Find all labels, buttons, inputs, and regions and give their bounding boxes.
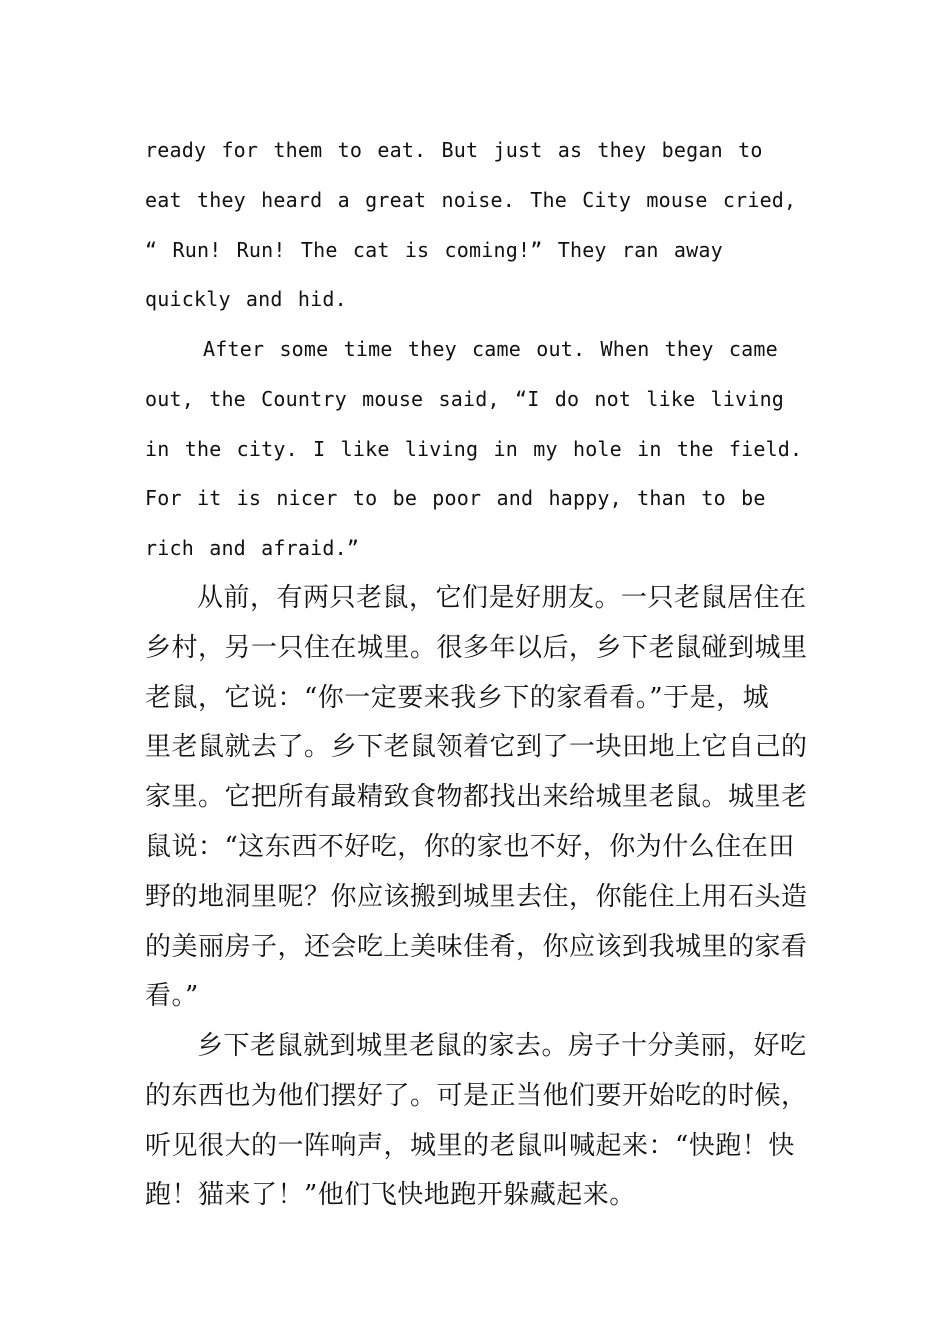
text-line: 从前，有两只老鼠，它们是好朋友。一只老鼠居住在 <box>197 583 807 613</box>
text-line: 乡村，另一只住在城里。很多年以后，乡下老鼠碰到城里 <box>145 632 808 663</box>
english-paragraph-2 <box>145 325 805 574</box>
chinese-paragraph-2 <box>145 1022 808 1221</box>
chinese-paragraph-1 <box>145 574 808 1022</box>
text-line: 乡下老鼠就到城里老鼠的家去。房子十分美丽，好吃 <box>197 1031 807 1061</box>
text-line: 听见很大的一阵响声，城里的老鼠叫喊起来：“快跑！快 <box>145 1130 795 1161</box>
text-line: 看。” <box>145 981 199 1012</box>
text-line: After some time they came out. When they came <box>203 337 778 361</box>
text-line: quickly and hid. <box>145 287 347 312</box>
text-line: out, the Country mouse said, “I do not like living <box>145 386 785 411</box>
text-line: 的东西也为他们摆好了。可是正当他们要开始吃的时候， <box>145 1080 808 1111</box>
text-line: in the city. I like living in my hole in the field. <box>145 436 803 461</box>
text-line: ready for them to eat. But just as they began to <box>145 138 763 162</box>
text-line: 野的地洞里呢？你应该搬到城里去住，你能住上用石头造 <box>145 881 808 912</box>
text-line: 家里。它把所有最精致食物都找出来给城里老鼠。城里老 <box>145 782 808 813</box>
text-line: “ Run! Run! The cat is coming!” They ran away <box>145 237 723 262</box>
text-line: 老鼠，它说：“你一定要来我乡下的家看看。”于是，城 <box>145 682 770 713</box>
text-line: 里老鼠就去了。乡下老鼠领着它到了一块田地上它自己的 <box>145 732 808 763</box>
chinese-paragraph-2-text <box>145 1022 808 1221</box>
chinese-paragraph-1-text <box>145 574 808 1022</box>
english-paragraph-2-text <box>145 325 805 574</box>
text-line: 的美丽房子，还会吃上美味佳肴，你应该到我城里的家看 <box>145 931 808 962</box>
text-line: 跑！猫来了！”他们飞快地跑开躲藏起来。 <box>145 1180 636 1211</box>
text-line: eat they heard a great noise. The City mouse cried, <box>145 187 797 212</box>
english-paragraph-1-text <box>145 126 805 325</box>
text-line: rich and afraid.” <box>145 536 360 561</box>
text-line: For it is nicer to be poor and happy, than to be <box>145 486 766 511</box>
english-paragraph-1 <box>145 126 805 325</box>
text-line: 鼠说：“这东西不好吃，你的家也不好，你为什么住在田 <box>145 831 795 862</box>
